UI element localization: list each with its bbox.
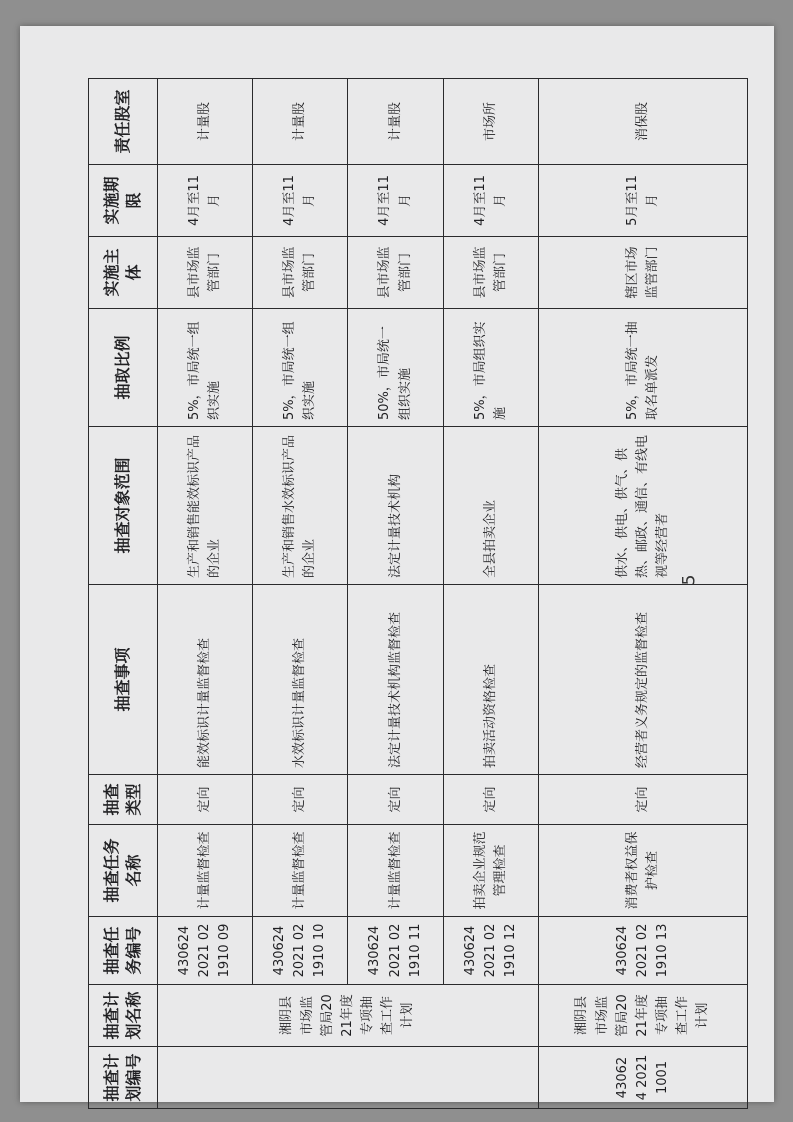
table-row bbox=[443, 79, 538, 1109]
ratio-cell: 5%，市局统一抽取名单派发 bbox=[538, 309, 747, 427]
header-plan-name: 抽查计划名称 bbox=[89, 985, 158, 1047]
task-no-cell: 430624 2021 021910 11 bbox=[348, 917, 443, 985]
inspection-plan-table-rotated bbox=[88, 79, 748, 1109]
period-cell: 4月至11月 bbox=[443, 165, 538, 237]
subject-cell: 县市场监管部门 bbox=[158, 237, 253, 309]
scope-cell: 法定计量技术机构 bbox=[348, 427, 443, 585]
dept-cell: 计量股 bbox=[158, 79, 253, 165]
plan-name-cell: 湘阴县市场监管局2021年度专项抽查工作计划 bbox=[158, 985, 539, 1047]
items-cell: 经营者义务规定的监督检查 bbox=[538, 585, 747, 775]
header-dept: 责任股室 bbox=[89, 79, 158, 165]
scope-cell: 供水、供电、供气、供热、邮政、通信、有线电视等经营者 bbox=[538, 427, 747, 585]
period-cell: 4月至11月 bbox=[253, 165, 348, 237]
header-scope: 抽查对象范围 bbox=[89, 427, 158, 585]
task-no-cell: 430624 2021 021910 13 bbox=[538, 917, 747, 985]
header-type: 抽查类型 bbox=[89, 775, 158, 825]
table-row bbox=[158, 79, 253, 1109]
task-name-cell: 计量监督检查 bbox=[348, 825, 443, 917]
type-cell: 定向 bbox=[538, 775, 747, 825]
task-name-cell: 拍卖企业规范管理检查 bbox=[443, 825, 538, 917]
header-period: 实施期限 bbox=[89, 165, 158, 237]
subject-cell: 县市场监管部门 bbox=[443, 237, 538, 309]
items-cell: 能效标识计量监督检查 bbox=[158, 585, 253, 775]
header-ratio: 抽取比例 bbox=[89, 309, 158, 427]
table-row bbox=[538, 79, 747, 1109]
header-subject: 实施主体 bbox=[89, 237, 158, 309]
ratio-cell: 50%，市局统一组织实施 bbox=[348, 309, 443, 427]
plan-no-cell bbox=[158, 1047, 539, 1109]
header-row bbox=[89, 79, 158, 1109]
inspection-plan-table bbox=[88, 78, 748, 1109]
dept-cell: 计量股 bbox=[253, 79, 348, 165]
subject-cell: 县市场监管部门 bbox=[348, 237, 443, 309]
dept-cell: 计量股 bbox=[348, 79, 443, 165]
plan-name-cell: 湘阴县市场监管局2021年度专项抽查工作计划 bbox=[538, 985, 747, 1047]
type-cell: 定向 bbox=[253, 775, 348, 825]
task-no-cell: 430624 2021 021910 12 bbox=[443, 917, 538, 985]
page-number: 5 bbox=[679, 574, 700, 586]
document-page bbox=[20, 26, 774, 1102]
ratio-cell: 5%，市局统一组织实施 bbox=[253, 309, 348, 427]
task-name-cell: 消费者权益保护检查 bbox=[538, 825, 747, 917]
task-no-cell: 430624 2021 021910 10 bbox=[253, 917, 348, 985]
subject-cell: 县市场监管部门 bbox=[253, 237, 348, 309]
scope-cell: 生产和销售水效标识产品的企业 bbox=[253, 427, 348, 585]
period-cell: 4月至11月 bbox=[348, 165, 443, 237]
items-cell: 水效标识计量监督检查 bbox=[253, 585, 348, 775]
table-row bbox=[253, 79, 348, 1109]
task-name-cell: 计量监督检查 bbox=[158, 825, 253, 917]
table-row bbox=[348, 79, 443, 1109]
task-name-cell: 计量监督检查 bbox=[253, 825, 348, 917]
type-cell: 定向 bbox=[443, 775, 538, 825]
type-cell: 定向 bbox=[158, 775, 253, 825]
subject-cell: 辖区市场监管部门 bbox=[538, 237, 747, 309]
header-task-name: 抽查任务名称 bbox=[89, 825, 158, 917]
items-cell: 拍卖活动资格检查 bbox=[443, 585, 538, 775]
items-cell: 法定计量技术机构监督检查 bbox=[348, 585, 443, 775]
header-plan-no: 抽查计划编号 bbox=[89, 1047, 158, 1109]
header-task-no: 抽查任务编号 bbox=[89, 917, 158, 985]
period-cell: 4月至11月 bbox=[158, 165, 253, 237]
period-cell: 5月至11月 bbox=[538, 165, 747, 237]
plan-no-cell: 430624 2021 1001 bbox=[538, 1047, 747, 1109]
ratio-cell: 5%，市局组织实施 bbox=[443, 309, 538, 427]
scope-cell: 生产和销售能效标识产品的企业 bbox=[158, 427, 253, 585]
dept-cell: 市场所 bbox=[443, 79, 538, 165]
scope-cell: 全县拍卖企业 bbox=[443, 427, 538, 585]
dept-cell: 消保股 bbox=[538, 79, 747, 165]
type-cell: 定向 bbox=[348, 775, 443, 825]
header-items: 抽查事项 bbox=[89, 585, 158, 775]
ratio-cell: 5%，市局统一组织实施 bbox=[158, 309, 253, 427]
task-no-cell: 430624 2021 021910 09 bbox=[158, 917, 253, 985]
